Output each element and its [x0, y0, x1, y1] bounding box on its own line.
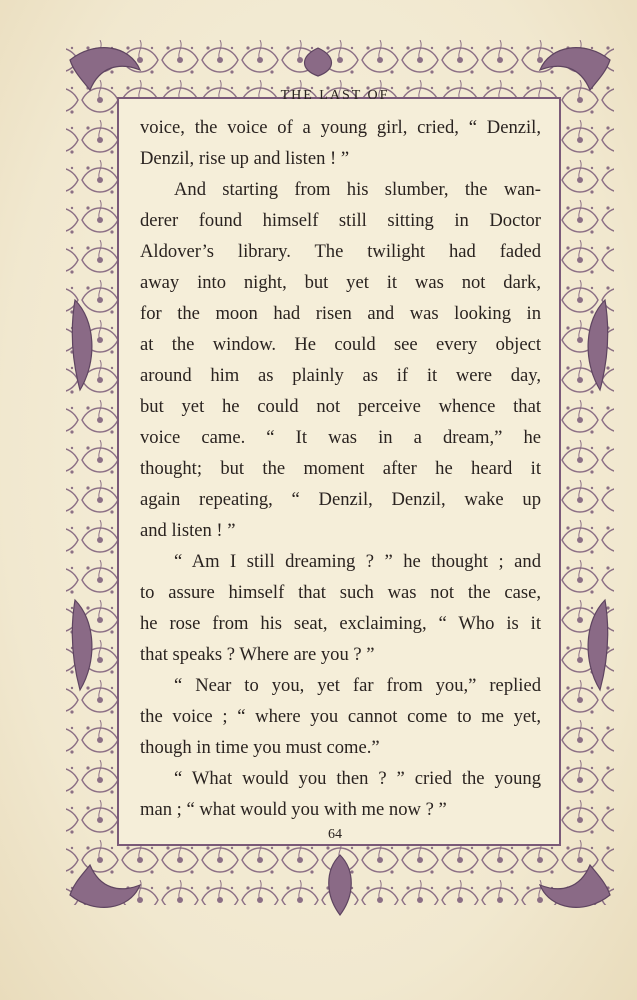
text-line: though in time you must come.” [140, 737, 380, 758]
text-line: again repeating, “ Denzil, Denzil, wake up [140, 489, 541, 510]
text-line: he rose from his seat, exclaiming, “ Who is it [140, 613, 541, 634]
text-line: Aldover’s library. The twilight had faded [140, 241, 541, 262]
text-line: And starting from his slumber, the wan- [174, 179, 541, 200]
text-line: voice came. “ It was in a dream,” he [140, 427, 541, 448]
text-line: but yet he could not perceive whence that [140, 396, 541, 417]
text-line: “ Near to you, yet far from you,” replied [174, 675, 541, 696]
text-line: at the window. He could see every object [140, 334, 541, 355]
text-line: derer found himself still sitting in Doctor [140, 210, 541, 231]
text-line: “ What would you then ? ” cried the young [174, 768, 541, 789]
text-line: that speaks ? Where are you ? ” [140, 644, 375, 665]
text-line: thought; but the moment after he heard it [140, 458, 541, 479]
text-line: away into night, but yet it was not dark, [140, 272, 541, 293]
text-line: and listen ! ” [140, 520, 236, 541]
text-line: man ; “ what would you with me now ? ” [140, 799, 447, 820]
text-line: for the moon had risen and was looking in [140, 303, 541, 324]
body-text [140, 112, 541, 825]
running-head: THE LAST OF [280, 88, 390, 103]
text-line: Denzil, rise up and listen ! ” [140, 148, 350, 169]
text-line: voice, the voice of a young girl, cried, “ Denzil, [140, 117, 541, 138]
text-line: around him as plainly as if it were day, [140, 365, 541, 386]
text-line: to assure himself that such was not the case, [140, 582, 541, 603]
text-line: the voice ; “ where you cannot come to me yet, [140, 706, 541, 727]
page-number: 64 [328, 827, 342, 842]
text-line: “ Am I still dreaming ? ” he thought ; and [174, 551, 541, 572]
